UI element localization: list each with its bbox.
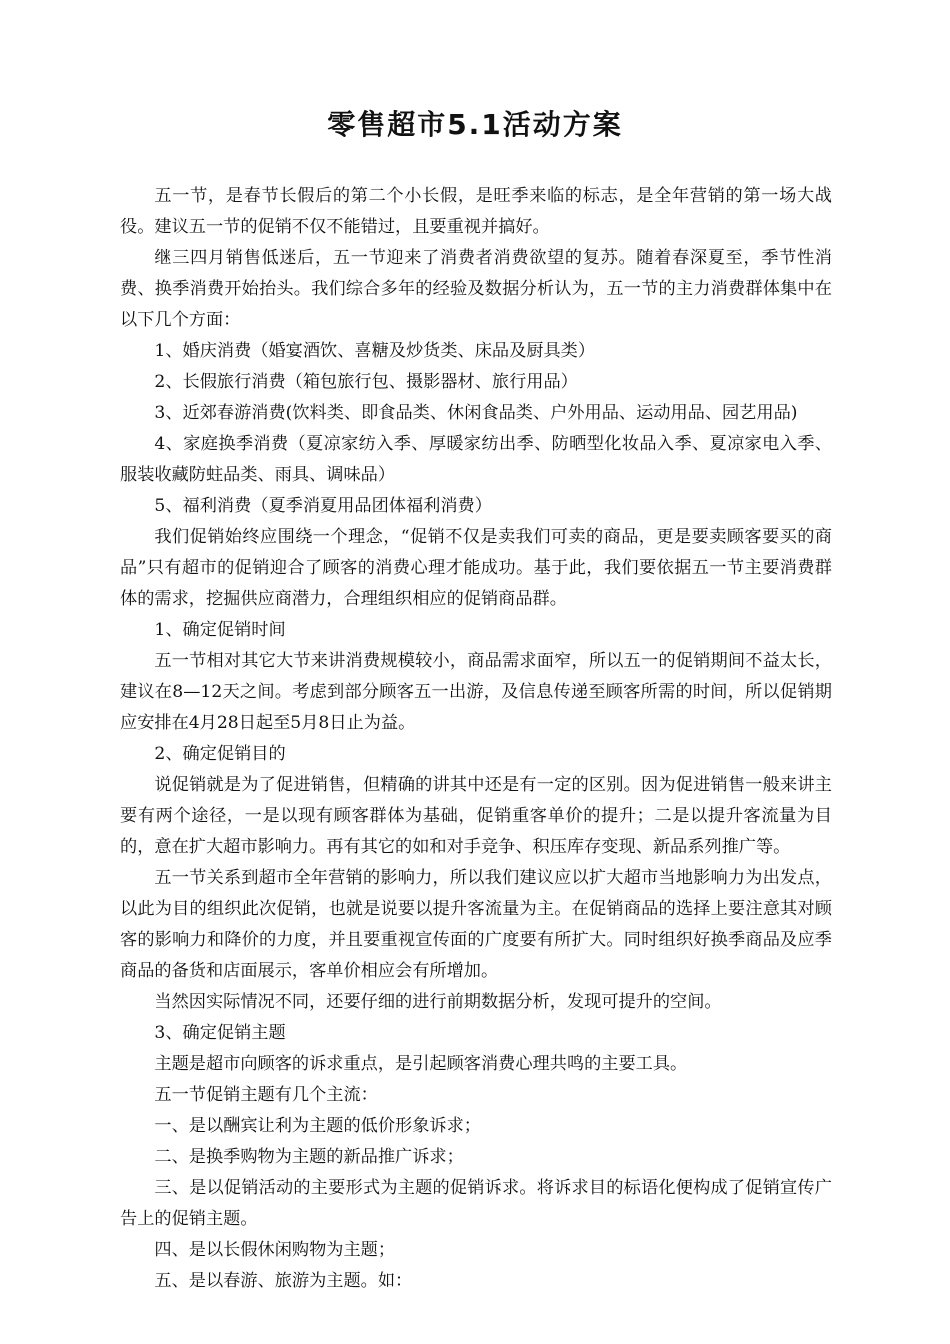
paragraph-concept: 我们促销始终应围绕一个理念，“促销不仅是卖我们可卖的商品，更是要卖顾客要买的商品”只有超市的促销迎合了顾客的消费心理才能成功。基于此，我们要依据五一节主要消费群体的需求，挖掘供应商潜力，合理组织相应的促销商品群。: [120, 527, 832, 609]
paragraph-theme-mainstreams: 五一节促销主题有几个主流：: [154, 1085, 378, 1105]
paragraph-intro: 五一节，是春节长假后的第二个小长假，是旺季来临的标志，是全年营销的第一场大战役。建议五一节的促销不仅不能错过，且要重视并搞好。: [120, 186, 832, 237]
document-body: [120, 181, 832, 1297]
paragraph-time: 五一节相对其它大节来讲消费规模较小，商品需求面窄，所以五一的促销期间不益太长，建议在8—12天之间。考虑到部分顾客五一出游，及信息传递至顾客所需的时间，所以促销期应安排在4月28日起至5月8日止为益。: [120, 651, 832, 733]
list-item-seasonal-change: 4、家庭换季消费（夏凉家纺入季、厚暖家纺出季、防晒型化妆品入季、夏凉家电入季、服装收藏防蛀品类、雨具、调味品）: [120, 434, 832, 485]
list-item-wedding: 1、婚庆消费（婚宴酒饮、喜糖及炒货类、床品及厨具类）: [154, 341, 596, 361]
theme-item-2: 二、是换季购物为主题的新品推广诉求；: [154, 1147, 464, 1167]
section-heading-purpose: 2、确定促销目的: [154, 744, 286, 764]
list-item-spring-outing: 3、近郊春游消费(饮料类、即食品类、休闲食品类、户外用品、运动用品、园艺用品): [154, 403, 798, 423]
section-heading-time: 1、确定促销时间: [154, 620, 286, 640]
paragraph-analysis: 当然因实际情况不同，还要仔细的进行前期数据分析，发现可提升的空间。: [154, 992, 722, 1012]
paragraph-theme-definition: 主题是超市向顾客的诉求重点，是引起顾客消费心理共鸣的主要工具。: [154, 1054, 688, 1074]
theme-item-1: 一、是以酬宾让利为主题的低价形象诉求；: [154, 1116, 481, 1136]
paragraph-purpose: 说促销就是为了促进销售，但精确的讲其中还是有一定的区别。因为促进销售一般来讲主要有两个途径，一是以现有顾客群体为基础，促销重客单价的提升；二是以提升客流量为目的，意在扩大超市影响力。再有其它的如和对手竞争、积压库存变现、新品系列推广等。: [120, 775, 832, 857]
theme-item-3: 三、是以促销活动的主要形式为主题的促销诉求。将诉求目的标语化便构成了促销宣传广告上的促销主题。: [120, 1178, 832, 1229]
paragraph-consumer-groups: 继三四月销售低迷后，五一节迎来了消费者消费欲望的复苏。随着春深夏至，季节性消费、换季消费开始抬头。我们综合多年的经验及数据分析认为，五一节的主力消费群体集中在以下几个方面：: [120, 248, 832, 330]
theme-item-4: 四、是以长假休闲购物为主题；: [154, 1240, 396, 1260]
document-title: 零售超市5.1活动方案: [327, 108, 623, 141]
paragraph-influence: 五一节关系到超市全年营销的影响力，所以我们建议应以扩大超市当地影响力为出发点，以此为目的组织此次促销，也就是说要以提升客流量为主。在促销商品的选择上要注意其对顾客的影响力和降价的力度，并且要重视宣传面的广度要有所扩大。同时组织好换季商品及应季商品的备货和店面展示，客单价相应会有所增加。: [120, 868, 832, 981]
list-item-welfare: 5、福利消费（夏季消夏用品团体福利消费）: [154, 496, 492, 516]
section-heading-theme: 3、确定促销主题: [154, 1023, 286, 1043]
list-item-travel: 2、长假旅行消费（箱包旅行包、摄影器材、旅行用品）: [154, 372, 578, 392]
theme-item-5: 五、是以春游、旅游为主题。如：: [154, 1271, 413, 1291]
